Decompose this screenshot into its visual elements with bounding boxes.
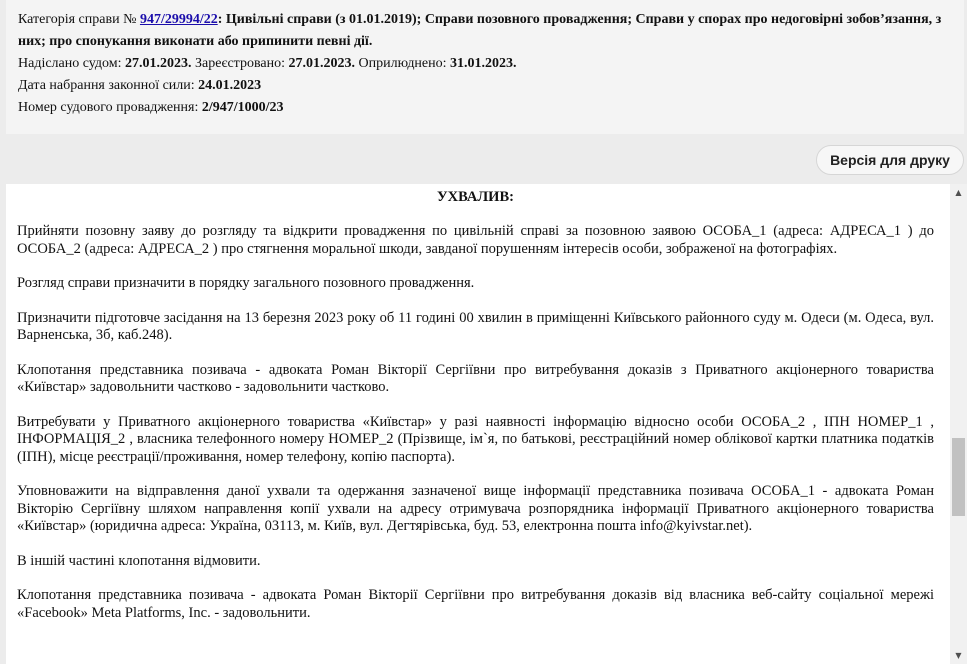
effective-date-line xyxy=(18,75,952,97)
document-paragraph: Призначити підготовче засідання на 13 березня 2023 року об 11 годині 00 хвилин в приміщенні Київського районного суду м. Одеси (м. Одеса, вул. Варненська, 3б, каб.248). xyxy=(17,309,934,343)
scroll-down-arrow-icon[interactable]: ▼ xyxy=(955,651,962,660)
document-frame[interactable] xyxy=(6,184,967,664)
document-paragraph: Клопотання представника позивача - адвоката Роман Вікторії Сергіївни про витребування доказів від власника веб-сайту соціальної мережі «Facebook» Meta Platforms, Inc. - задовольнити. xyxy=(17,587,934,621)
document-paragraph: Витребувати у Приватного акціонерного товариства «Київстар» у разі наявності інформацію відносно особи ОСОБА_2 , ІПН НОМЕР_1 , ІНФОРМАЦІЯ_2 , власника телефонного номеру НОМЕР_2 (Прізвище, ім`я, по батькові, реєстраційний номер облікової картки платника податків (ІПН), місце реєстрації/проживання, номер телефону, копію паспорта). xyxy=(17,413,934,465)
published-label: Оприлюднено: xyxy=(354,56,451,71)
sent-label: Надіслано судом: xyxy=(18,56,125,71)
document-heading: УХВАЛИВ: xyxy=(437,189,514,205)
registered-date: 27.01.2023. xyxy=(288,56,355,71)
registered-label: Зареєстровано: xyxy=(191,56,289,71)
case-info-panel xyxy=(6,0,964,134)
document-paragraph: Уповноважити на відправлення даної ухвали та одержання зазначеної вище інформації представника позивача ОСОБА_1 - адвоката Роман Вікторію Сергіївну шляхом направлення копії ухвали на адресу отримувача розпорядника інформації Приватного акціонерного товариства «Київстар» (юридична адреса: Україна, 03113, м. Київ, вул. Дегтярівська, буд. 53, електронна пошта info@kyivstar.net). xyxy=(17,483,934,534)
case-category-line xyxy=(18,9,952,53)
scroll-up-arrow-icon[interactable]: ▲ xyxy=(955,188,962,197)
vertical-scrollbar[interactable] xyxy=(950,184,967,664)
document-paragraph: Розгляд справи призначити в порядку загального позовного провадження. xyxy=(17,275,475,291)
document-paragraph: В іншій частині клопотання відмовити. xyxy=(17,552,261,569)
case-category-value: : Цивільні справи (з 01.01.2019); Справи позовного провадження; Справи у спорах про недоговірні зобов’язання, з них; про спонукання виконати або припинити певні дії. xyxy=(18,12,942,49)
effective-label: Дата набрання законної сили: xyxy=(18,78,199,93)
proceeding-number: 2/947/1000/23 xyxy=(201,100,284,115)
case-number-link[interactable]: 947/29994/22 xyxy=(139,12,218,27)
print-version-button[interactable]: Версія для друку xyxy=(816,145,964,175)
document-paragraph: Клопотання представника позивача - адвоката Роман Вікторії Сергіївни про витребування доказів з Приватного акціонерного товариства «Київстар» задовольнити частково - задовольнити частково. xyxy=(17,361,934,395)
case-category-label: Категорія справи № xyxy=(18,12,140,27)
published-date: 31.01.2023. xyxy=(450,56,517,71)
effective-date: 24.01.2023 xyxy=(198,78,262,93)
sent-date: 27.01.2023. xyxy=(125,56,192,71)
document-content xyxy=(17,184,934,622)
proceeding-label: Номер судового провадження: xyxy=(18,100,202,115)
proceeding-number-line xyxy=(18,97,952,119)
case-dates-line xyxy=(18,53,952,75)
scrollbar-thumb[interactable] xyxy=(952,438,965,516)
document-paragraph: Прийняти позовну заяву до розгляду та відкрити провадження по цивільній справі за позовною заявою ОСОБА_1 (адреса: АДРЕСА_1 ) до ОСОБА_2 (адреса: АДРЕСА_2 ) про стягнення моральної шкоди, завданої порушенням інтересів особи, зображеної на фотографіях. xyxy=(17,223,934,257)
